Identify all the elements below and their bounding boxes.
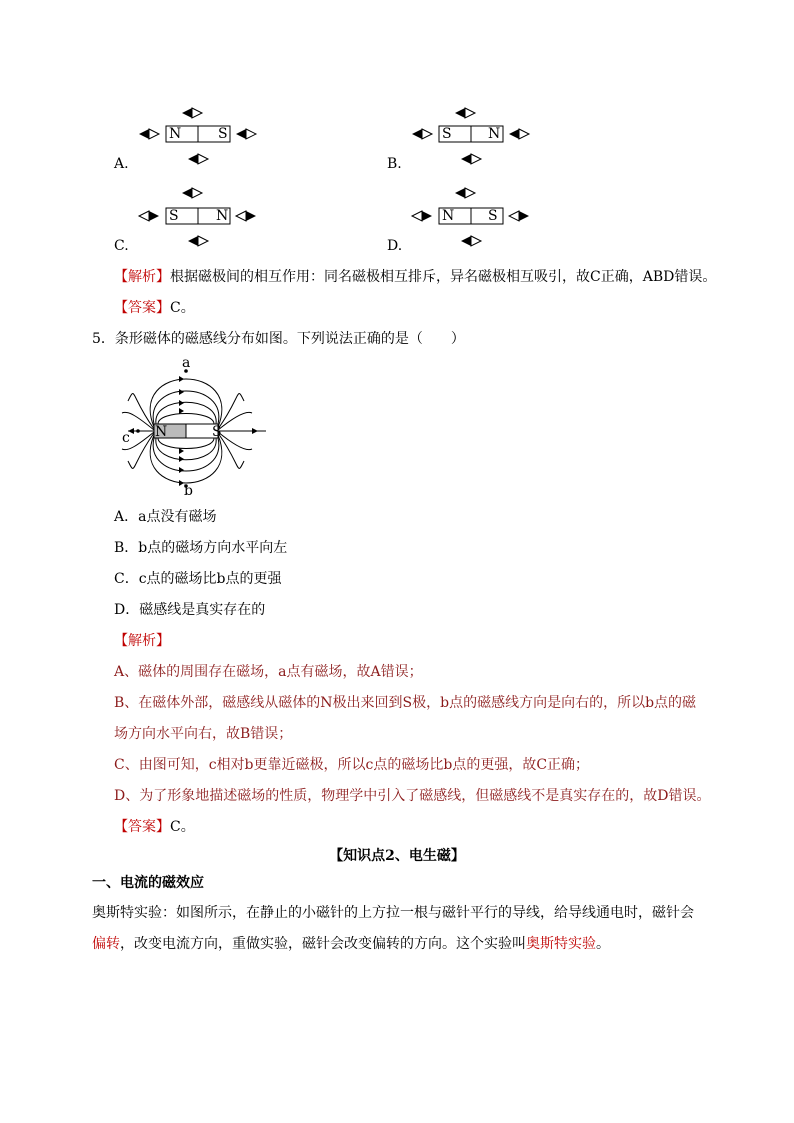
highlight-oersted: 奥斯特实验 <box>526 936 596 952</box>
option-c-letter: C. <box>114 238 129 254</box>
q5-analysis-line-3: 场方向水平向右，故B错误； <box>114 726 293 742</box>
q4-analysis-text: 根据磁极间的相互作用：同名磁极相互排斥，异名磁极相互吸引，故C正确，ABD错误。 <box>170 269 717 285</box>
q5-answer-value: C。 <box>170 819 195 835</box>
q5-answer-label: 【答案】 <box>114 819 170 835</box>
option-c-pole-left: S <box>169 208 179 224</box>
q4-answer-value: C。 <box>170 300 195 316</box>
option-d-pole-right: S <box>488 208 498 224</box>
figure-label-b: b <box>184 483 193 499</box>
option-c-diagram <box>135 182 265 246</box>
option-c-pole-right: N <box>216 208 229 224</box>
option-a-pole-right: S <box>218 126 228 142</box>
q4-analysis <box>114 267 716 287</box>
option-b-pole-right: N <box>488 126 501 142</box>
figure-label-a: a <box>182 355 191 371</box>
option-a-pole-left: N <box>169 126 182 142</box>
paragraph-middle: ，改变电流方向，重做实验，磁针会改变偏转的方向。这个实验叫 <box>120 936 526 952</box>
option-a-letter: A. <box>114 156 129 172</box>
q5-stem: 5．条形磁体的磁感线分布如图。下列说法正确的是（ ） <box>92 331 465 347</box>
figure-pole-n: N <box>155 424 168 440</box>
q5-analysis-line-4: C、由图可知，c相对b更靠近磁极，所以c点的磁场比b点的更强，故C正确； <box>114 757 590 773</box>
q4-analysis-label: 【解析】 <box>114 269 170 285</box>
option-a-diagram <box>135 100 265 160</box>
highlight-deflection: 偏转 <box>92 936 120 952</box>
section-paragraph-line-2 <box>92 934 610 954</box>
figure-pole-s: S <box>212 424 222 440</box>
option-d-diagram <box>408 182 538 246</box>
option-b-letter: B. <box>387 156 402 172</box>
q5-analysis-label: 【解析】 <box>114 633 170 649</box>
q5-choice-a: A．a点没有磁场 <box>114 509 217 525</box>
magnetic-field-diagram <box>118 355 273 500</box>
q5-choice-c: C．c点的磁场比b点的更强 <box>114 571 282 587</box>
option-d-pole-left: N <box>442 208 455 224</box>
option-b-diagram <box>408 100 538 160</box>
section-subtitle: 一、电流的磁效应 <box>92 875 204 891</box>
paragraph-end: 。 <box>596 936 610 952</box>
q5-choice-d: D．磁感线是真实存在的 <box>114 602 266 618</box>
figure-label-c: c <box>122 430 130 446</box>
q5-analysis-line-1: A、磁体的周围存在磁场，a点有磁场，故A错误； <box>114 664 423 680</box>
q4-answer-label: 【答案】 <box>114 300 170 316</box>
q5-answer <box>114 817 195 837</box>
q5-analysis-line-2: B、在磁体外部，磁感线从磁体的N极出来回到S极，b点的磁感线方向是向右的，所以b点的磁 <box>114 695 697 711</box>
q5-analysis-line-5: D、为了形象地描述磁场的性质，物理学中引入了磁感线，但磁感线不是真实存在的，故D错误。 <box>114 788 711 804</box>
q4-answer <box>114 298 195 318</box>
q5-choice-b: B．b点的磁场方向水平向左 <box>114 540 288 556</box>
option-b-pole-left: S <box>442 126 452 142</box>
section-title: 【知识点2、电生磁】 <box>329 848 465 864</box>
option-d-letter: D. <box>387 238 403 254</box>
section-paragraph-line-1: 奥斯特实验：如图所示，在静止的小磁针的上方拉一根与磁针平行的导线，给导线通电时，磁针会 <box>92 905 694 921</box>
